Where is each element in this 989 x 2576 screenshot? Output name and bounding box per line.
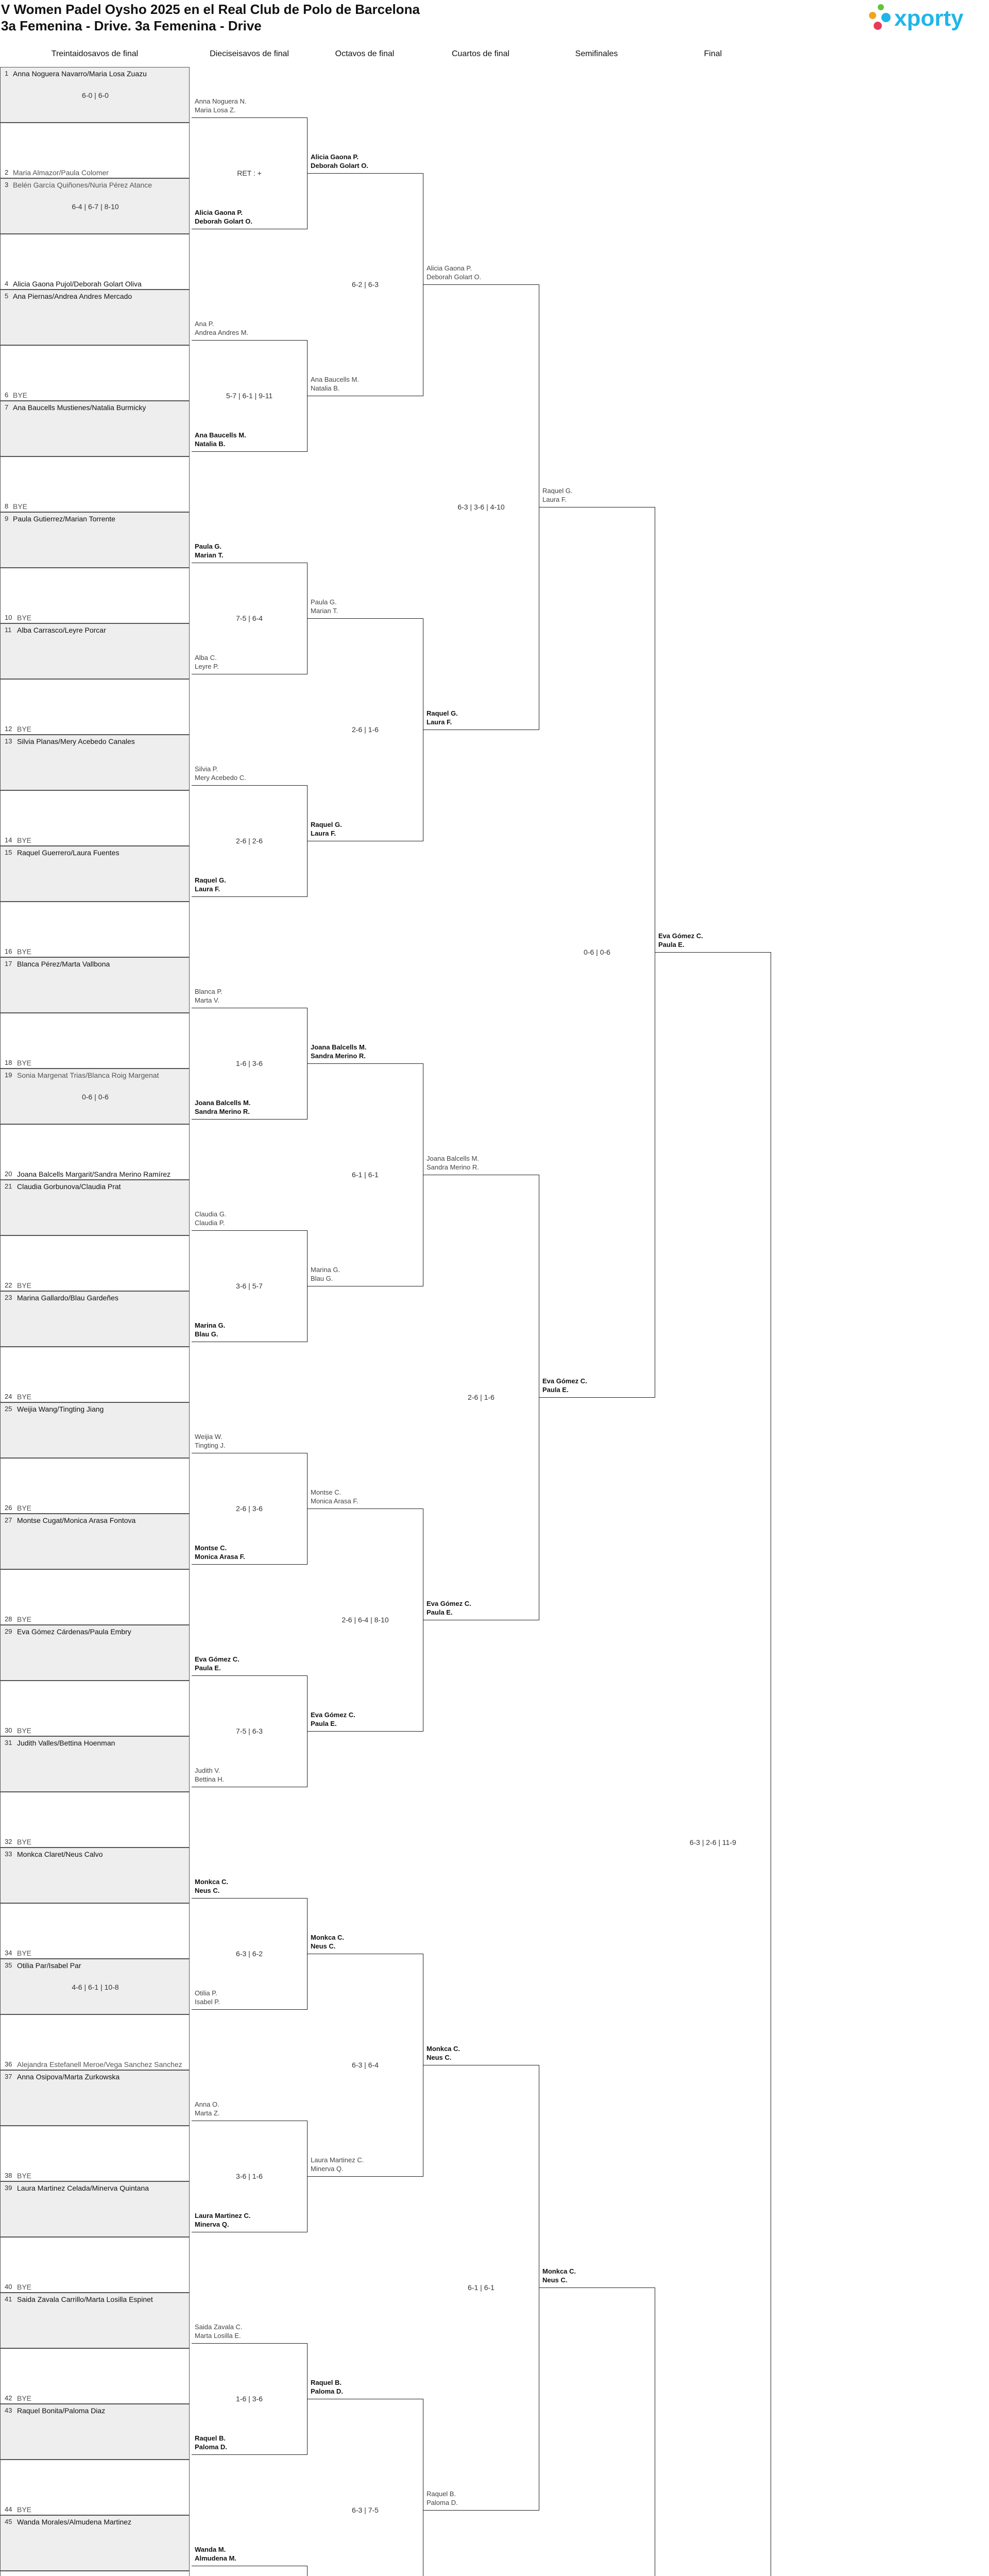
player-name: Andrea Andres M. [195,329,249,336]
player-name: Claudia P. [195,1219,225,1227]
player-name: Almudena M. [195,2554,236,2562]
entry-slot[interactable] [0,2126,190,2181]
player-name: Marina G. [311,1266,340,1274]
bracket-line [192,340,307,341]
team-name: Judith Valles/Bettina Hoenman [17,1739,115,1747]
player-name: Minerva Q. [311,2165,344,2173]
player-name: Marian T. [311,607,338,615]
player-name: Montse C. [195,1544,227,1552]
seed-number: 37 [5,2073,12,2080]
match-score: 5-7 | 6-1 | 9-11 [226,392,273,400]
team-name: Monkca Claret/Neus Calvo [17,1850,103,1858]
player-name: Paula E. [195,1664,221,1672]
match-score: 1-6 | 3-6 [236,1059,263,1067]
entry-slot[interactable] [0,1180,190,1235]
player-name: Blau G. [311,1275,333,1282]
team-name: BYE [13,502,28,511]
entry-slot[interactable] [0,1569,190,1625]
round-header: Final [704,49,722,58]
page-subtitle: 3a Femenina - Drive. 3a Femenina - Drive [1,18,262,33]
team-name: BYE [17,725,32,733]
seed-number: 41 [5,2295,12,2303]
round-header: Octavos de final [335,49,395,58]
match-score: 6-3 | 7-5 [352,2506,379,2514]
player-name: Marian T. [195,551,224,559]
player-name: Blau G. [195,1330,218,1338]
player-name: Eva Gómez C. [542,1377,587,1385]
bracket-line [308,1063,423,1064]
seed-number: 29 [5,1628,12,1635]
entry-slot[interactable] [0,2571,190,2576]
seed-number: 6 [5,391,9,399]
round-header: Semifinales [575,49,618,58]
seed-number: 17 [5,960,12,968]
team-name: Raquel Guerrero/Laura Fuentes [17,849,120,857]
player-name: Laura Martinez C. [195,2212,251,2219]
team-name: Alicia Gaona Pujol/Deborah Golart Oliva [13,280,142,288]
player-name: Monkca C. [195,1878,229,1886]
match-score: 0-6 | 0-6 [584,948,610,956]
player-name: Laura Martinez C. [311,2156,364,2164]
team-name: Raquel Bonita/Paloma Diaz [17,2406,106,2415]
entry-slot[interactable] [0,790,190,846]
team-name: Wanda Morales/Almudena Martinez [17,2518,132,2526]
player-name: Maria Losa Z. [195,106,236,114]
seed-number: 13 [5,737,12,745]
entry-slot[interactable] [0,1736,190,1792]
player-name: Eva Gómez C. [427,1600,471,1607]
seed-number: 11 [5,626,12,634]
seed-number: 26 [5,1504,12,1512]
match-score: 1-6 | 3-6 [236,2395,263,2403]
player-name: Joana Balcells M. [427,1155,479,1162]
team-name: Blanca Pérez/Marta Vallbona [17,960,110,968]
player-name: Natalia B. [195,440,226,448]
seed-number: 21 [5,1182,12,1190]
team-name: Anna Noguera Navarro/Maria Losa Zuazu [13,70,147,78]
team-name: Alejandra Estefanell Meroe/Vega Sanchez Sanchez [17,2060,182,2069]
player-name: Monkca C. [542,2267,576,2275]
bracket-line [308,618,423,619]
player-name: Raquel B. [427,2490,456,2498]
player-name: Montse C. [311,1488,342,1496]
seed-number: 3 [5,181,9,189]
seed-number: 10 [5,614,12,621]
entry-slot[interactable] [0,1514,190,1569]
player-name: Blanca P. [195,988,223,995]
match-score: 4-6 | 6-1 | 10-8 [72,1983,119,1991]
team-name: Anna Osipova/Marta Zurkowska [17,2073,120,2081]
bracket-line [539,1397,655,1398]
player-name: Marina G. [195,1321,226,1329]
player-name: Joana Balcells M. [311,1043,367,1051]
team-name: Belén García Quiñones/Nuria Pérez Atance [13,181,152,189]
bracket-line [308,173,423,174]
player-name: Raquel G. [542,487,573,495]
player-name: Laura F. [427,718,452,726]
entry-slot[interactable] [0,1124,190,1180]
entry-slot[interactable] [0,1848,190,1903]
bracket-line [192,117,307,118]
player-name: Raquel B. [311,2379,342,2386]
entry-slot[interactable] [0,234,190,290]
xporty-logo[interactable] [865,2,984,35]
player-name: Mery Acebedo C. [195,774,246,782]
round-header: Cuartos de final [451,49,510,58]
player-name: Bettina H. [195,1775,225,1783]
match-score: RET : + [237,169,262,177]
seed-number: 7 [5,403,9,411]
entry-slot[interactable] [0,902,190,957]
bracket-line [308,1731,423,1732]
match-score: 0-6 | 0-6 [82,1093,109,1101]
seed-number: 19 [5,1071,12,1079]
entry-slot[interactable] [0,1069,190,1124]
team-name: Alba Carrasco/Leyre Porcar [17,626,106,634]
seed-number: 43 [5,2406,12,2414]
player-name: Marta V. [195,996,219,1004]
bracket-line [192,785,307,786]
bracket-line [192,2009,307,2010]
match-score: 6-3 | 3-6 | 4-10 [457,503,505,511]
seed-number: 31 [5,1739,12,1747]
player-name: Alicia Gaona P. [195,209,243,216]
entry-slot[interactable] [0,1959,190,2014]
team-name: BYE [17,1726,32,1735]
bracket-line [308,2176,423,2177]
seed-number: 2 [5,168,9,176]
match-score: 2-6 | 6-4 | 8-10 [342,1616,389,1624]
player-name: Monica Arasa F. [311,1497,359,1505]
player-name: Raquel G. [427,709,458,717]
team-name: Paula Gutierrez/Marian Torrente [13,515,115,523]
seed-number: 38 [5,2172,12,2179]
team-name: Claudia Gorbunova/Claudia Prat [17,1182,121,1191]
player-name: Monica Arasa F. [195,1553,245,1561]
player-name: Judith V. [195,1767,220,1774]
player-name: Natalia B. [311,384,340,392]
player-name: Neus C. [195,1887,220,1894]
player-name: Paula G. [195,543,222,550]
page-title: V Women Padel Oysho 2025 en el Real Club de Polo de Barcelona [1,2,420,17]
player-name: Silvia P. [195,765,218,773]
player-name: Laura F. [311,829,336,837]
match-score: 6-3 | 2-6 | 11-9 [689,1838,737,1846]
seed-number: 8 [5,502,9,510]
entry-slot[interactable] [0,623,190,679]
bracket-line [423,284,539,285]
entry-slot[interactable] [0,456,190,512]
entry-slot[interactable] [0,123,190,178]
brand-logo-icon [865,2,984,35]
player-name: Paloma D. [311,2387,343,2395]
match-score: 2-6 | 1-6 [468,1393,494,1401]
entry-slot[interactable] [0,2070,190,2126]
team-name: BYE [17,1504,32,1512]
player-name: Joana Balcells M. [195,1099,251,1107]
seed-number: 33 [5,1850,12,1858]
team-name: Silvia Planas/Mery Acebedo Canales [17,737,135,745]
round-header: Treintaidosavos de final [51,49,139,58]
seed-number: 1 [5,70,9,77]
player-name: Ana P. [195,320,214,328]
seed-number: 34 [5,1949,12,1957]
player-name: Paloma D. [427,2499,458,2506]
bracket-line [192,1119,307,1120]
bracket-line [655,952,771,953]
player-name: Neus C. [311,1942,336,1950]
player-name: Ana Baucells M. [195,431,246,439]
seed-number: 16 [5,947,12,955]
player-name: Ana Baucells M. [311,376,359,383]
player-name: Sandra Merino R. [311,1052,366,1060]
team-name: BYE [17,1949,32,1957]
entry-slot[interactable] [0,2293,190,2348]
player-name: Tingting J. [195,1442,226,1449]
match-score: 6-3 | 6-2 [236,1950,263,1958]
entry-slot[interactable] [0,2181,190,2237]
player-name: Sandra Merino R. [427,1163,479,1171]
match-score: 6-1 | 6-1 [352,1171,379,1179]
match-score: 2-6 | 3-6 [236,1504,263,1513]
seed-number: 22 [5,1281,12,1289]
seed-number: 39 [5,2184,12,2192]
player-name: Eva Gómez C. [658,932,703,940]
match-score: 6-0 | 6-0 [82,91,109,99]
team-name: Weijia Wang/Tingting Jiang [17,1405,104,1413]
player-name: Monkca C. [311,1934,345,1941]
player-name: Isabel P. [195,1998,220,2006]
team-name: Joana Balcells Margarit/Sandra Merino Ramírez [17,1170,171,1178]
entry-slot[interactable] [0,2460,190,2515]
seed-number: 24 [5,1393,12,1400]
team-name: Maria Almazor/Paula Colomer [13,168,109,177]
bracket-line [192,451,307,452]
bracket-line [192,1564,307,1565]
seed-number: 15 [5,849,12,856]
seed-number: 9 [5,515,9,522]
player-name: Marta Z. [195,2109,220,2117]
match-score: 6-3 | 6-4 [352,2061,379,2069]
player-name: Paula E. [658,941,685,948]
seed-number: 28 [5,1615,12,1623]
player-name: Deborah Golart O. [195,217,252,225]
team-name: BYE [13,391,28,399]
bracket-line [192,2343,307,2344]
entry-slot[interactable] [0,1013,190,1069]
bracket-line [539,2287,655,2288]
entry-slot[interactable] [0,568,190,623]
seed-number: 14 [5,836,12,844]
player-name: Otilia P. [195,1989,217,1997]
seed-number: 20 [5,1170,12,1178]
match-score: 6-2 | 6-3 [352,280,379,289]
entry-slot[interactable] [0,1402,190,1458]
player-name: Weijia W. [195,1433,223,1440]
entry-slot[interactable] [0,957,190,1013]
entry-slot[interactable] [0,2515,190,2571]
bracket-line [307,2566,308,2576]
entry-slot[interactable] [0,512,190,568]
bracket-line [192,896,307,897]
team-name: BYE [17,1615,32,1623]
bracket-line [192,1675,307,1676]
player-name: Marta Losilla E. [195,2332,241,2340]
seed-number: 5 [5,292,9,300]
team-name: BYE [17,614,32,622]
player-name: Anna Noguera N. [195,97,247,105]
seed-number: 23 [5,1294,12,1301]
entry-slot[interactable] [0,1347,190,1402]
team-name: Sonia Margenat Trias/Blanca Roig Margenat [17,1071,159,1079]
player-name: Neus C. [427,2054,452,2061]
player-name: Claudia G. [195,1210,227,1218]
team-name: BYE [17,1838,32,1846]
player-name: Saida Zavala C. [195,2323,243,2331]
team-name: BYE [17,2505,32,2514]
player-name: Sandra Merino R. [195,1108,250,1115]
seed-number: 27 [5,1516,12,1524]
match-score: 3-6 | 5-7 [236,1282,263,1290]
entry-slot[interactable] [0,679,190,735]
entry-slot[interactable] [0,1235,190,1291]
team-name: Ana Piernas/Andrea Andres Mercado [13,292,132,300]
entry-slot[interactable] [0,2404,190,2460]
player-name: Paula E. [542,1386,569,1394]
seed-number: 36 [5,2060,12,2068]
player-name: Laura F. [542,496,567,503]
player-name: Alicia Gaona P. [311,153,359,161]
entry-slot[interactable] [0,2348,190,2404]
player-name: Neus C. [542,2276,568,2284]
team-name: Laura Martinez Celada/Minerva Quintana [17,2184,149,2192]
player-name: Paula E. [311,1720,337,1727]
player-name: Laura F. [195,885,220,893]
team-name: Eva Gómez Cárdenas/Paula Embry [17,1628,131,1636]
entry-slot[interactable] [0,1792,190,1848]
bracket-line [423,2510,539,2511]
team-name: BYE [17,2172,32,2180]
entry-slot[interactable] [0,67,190,123]
entry-slot[interactable] [0,345,190,401]
match-score: 6-4 | 6-7 | 8-10 [72,202,119,211]
entry-slot[interactable] [0,2014,190,2070]
entry-slot[interactable] [0,1903,190,1959]
team-name: Montse Cugat/Monica Arasa Fontova [17,1516,136,1524]
player-name: Raquel G. [195,876,226,884]
team-name: Ana Baucells Mustienes/Natalia Burmicky [13,403,146,412]
entry-slot[interactable] [0,1291,190,1347]
player-name: Deborah Golart O. [311,162,368,170]
team-name: BYE [17,2283,32,2291]
match-score: 3-6 | 1-6 [236,2172,263,2180]
entry-slot[interactable] [0,2237,190,2293]
player-name: Alicia Gaona P. [427,264,472,272]
player-name: Eva Gómez C. [311,1711,355,1719]
player-name: Monkca C. [427,2045,461,2053]
team-name: BYE [17,1281,32,1290]
seed-number: 42 [5,2394,12,2402]
seed-number: 30 [5,1726,12,1734]
match-score: 2-6 | 2-6 [236,837,263,845]
entry-slot[interactable] [0,1625,190,1681]
player-name: Paloma D. [195,2443,227,2451]
player-name: Anna O. [195,2100,219,2108]
entry-slot[interactable] [0,1681,190,1736]
team-name: BYE [17,836,32,844]
team-name: BYE [17,2394,32,2402]
entry-slot[interactable] [0,735,190,790]
team-name: BYE [17,947,32,956]
match-score: 2-6 | 1-6 [352,725,379,734]
player-name: Leyre P. [195,663,219,670]
player-name: Alba C. [195,654,217,662]
seed-number: 25 [5,1405,12,1413]
player-name: Paula G. [311,598,337,606]
player-name: Raquel G. [311,821,342,828]
bracket-line [192,1898,307,1899]
match-score: 7-5 | 6-3 [236,1727,263,1735]
team-name: Saida Zavala Carrillo/Marta Losilla Espinet [17,2295,153,2303]
player-name: Raquel B. [195,2434,226,2442]
match-score: 6-1 | 6-1 [468,2283,494,2292]
seed-number: 12 [5,725,12,733]
player-name: Minerva Q. [195,2221,229,2228]
player-name: Eva Gómez C. [195,1655,240,1663]
team-name: Otilia Par/Isabel Par [17,1961,81,1970]
bracket-line [192,2454,307,2455]
seed-number: 18 [5,1059,12,1066]
team-name: Marina Gallardo/Blau Gardeñes [17,1294,118,1302]
seed-number: 32 [5,1838,12,1845]
player-name: Wanda M. [195,2546,226,2553]
entry-slot[interactable] [0,1458,190,1514]
team-name: BYE [17,1393,32,1401]
seed-number: 35 [5,1961,12,1969]
seed-number: 40 [5,2283,12,2291]
round-header: Dieciseisavos de final [210,49,289,58]
match-score: 7-5 | 6-4 [236,614,263,622]
entry-slot[interactable] [0,290,190,345]
entry-slot[interactable] [0,178,190,234]
seed-number: 44 [5,2505,12,2513]
seed-number: 4 [5,280,9,287]
entry-slot[interactable] [0,846,190,902]
player-name: Paula E. [427,1608,453,1616]
seed-number: 45 [5,2518,12,2526]
bracket-line [192,1230,307,1231]
entry-slot[interactable] [0,401,190,456]
team-name: BYE [17,1059,32,1067]
player-name: Deborah Golart O. [427,273,482,281]
brand-name: xporty [894,6,964,31]
